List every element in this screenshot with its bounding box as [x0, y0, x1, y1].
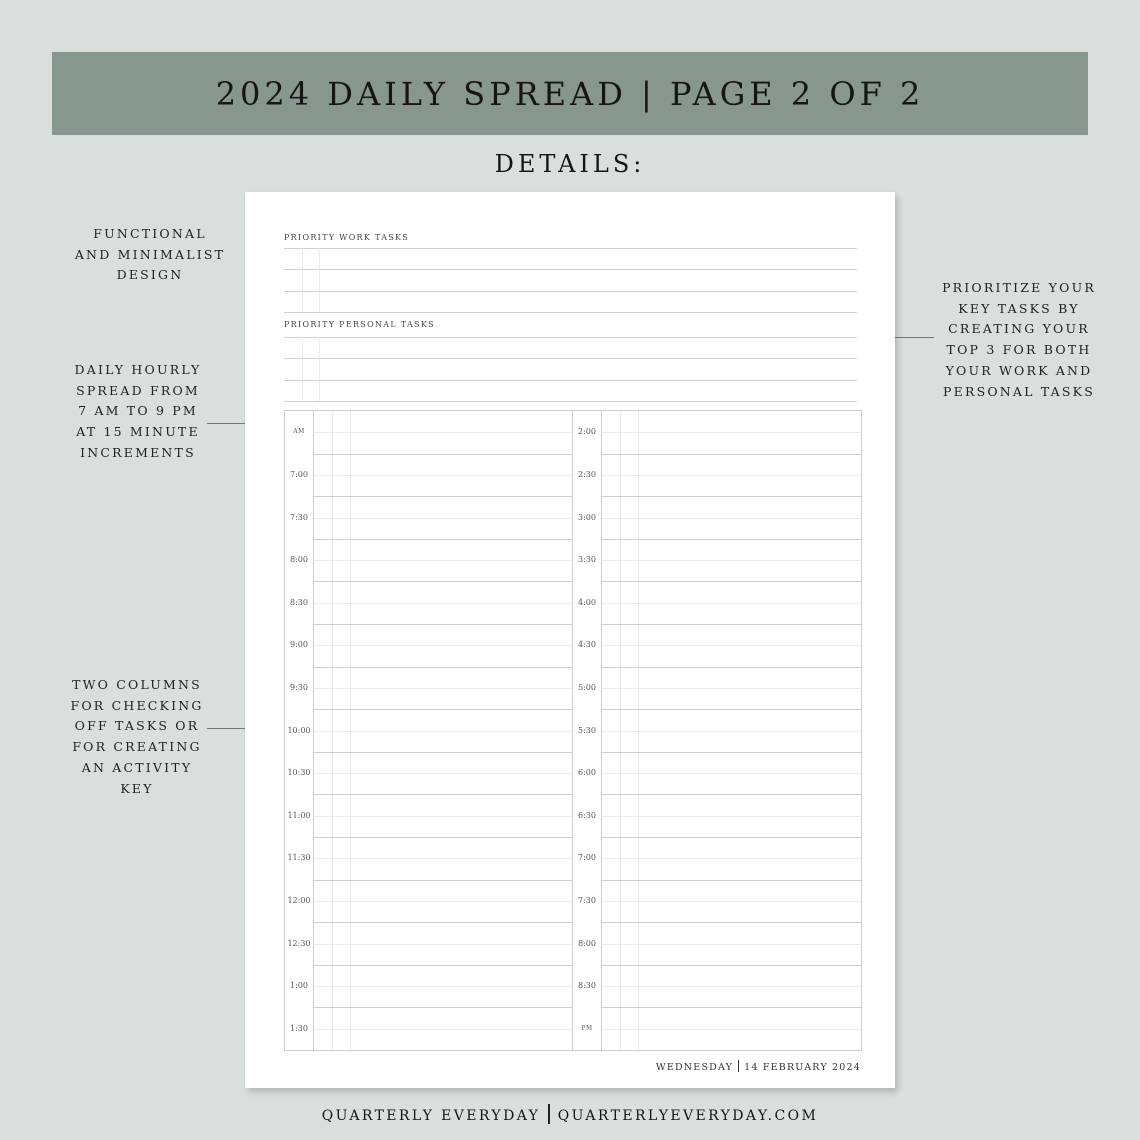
quarter-hour-line: [602, 518, 861, 519]
brand-name: QUARTERLY EVERYDAY: [321, 1108, 541, 1124]
time-label: 8:00: [290, 555, 308, 565]
half-hour-line: [314, 667, 573, 668]
time-label: 9:30: [290, 682, 308, 692]
half-hour-line: [602, 965, 861, 966]
quarter-hour-line: [602, 901, 861, 902]
time-label: 4:30: [578, 640, 596, 650]
half-hour-line: [314, 837, 573, 838]
planner-page: [245, 192, 895, 1088]
time-label: 7:30: [578, 895, 596, 905]
half-hour-line: [314, 496, 573, 497]
callout-columns: TWO COLUMNS FOR CHECKING OFF TASKS OR FOR CREATING AN ACTIVITY KEY: [70, 677, 204, 796]
time-column-left: [285, 411, 314, 1050]
half-hour-line: [314, 709, 573, 710]
time-column-right: [573, 411, 602, 1050]
time-label: 3:00: [578, 512, 596, 522]
quarter-hour-line: [314, 645, 573, 646]
time-label: 7:00: [578, 853, 596, 863]
quarter-hour-line: [602, 816, 861, 817]
quarter-hour-line: [602, 773, 861, 774]
time-label: 8:00: [578, 938, 596, 948]
half-hour-line: [602, 880, 861, 881]
time-label: AM: [293, 428, 305, 436]
personal-tasks-block: [284, 337, 857, 403]
time-label: 1:00: [290, 981, 308, 991]
time-label: 3:30: [578, 555, 596, 565]
half-hour-line: [314, 965, 573, 966]
quarter-hour-line: [314, 731, 573, 732]
half-hour-line: [602, 581, 861, 582]
half-hour-line: [602, 922, 861, 923]
callout-hourly: DAILY HOURLY SPREAD FROM 7 AM TO 9 PM AT 15 MINUTE INCREMENTS: [74, 362, 202, 460]
quarter-hour-line: [602, 858, 861, 859]
quarter-hour-line: [314, 1029, 573, 1030]
quarter-hour-line: [314, 986, 573, 987]
quarter-hour-line: [602, 603, 861, 604]
half-hour-line: [602, 667, 861, 668]
time-label: 5:30: [578, 725, 596, 735]
time-label: 4:00: [578, 597, 596, 607]
callout-priority: PRIORITIZE YOUR KEY TASKS BY CREATING YOUR TOP 3 FOR BOTH YOUR WORK AND PERSONAL TASKS: [942, 280, 1096, 399]
quarter-hour-line: [602, 475, 861, 476]
quarter-hour-line: [602, 986, 861, 987]
work-tasks-block: [284, 248, 857, 314]
half-hour-line: [602, 752, 861, 753]
banner-title: 2024 DAILY SPREAD | PAGE 2 OF 2: [215, 74, 925, 113]
page-date: WEDNESDAY 14 FEBRUARY 2024: [655, 1062, 861, 1073]
half-hour-line: [314, 752, 573, 753]
time-label: PM: [581, 1024, 593, 1032]
time-label: 8:30: [578, 981, 596, 991]
time-label: 12:00: [287, 895, 311, 905]
quarter-hour-line: [602, 944, 861, 945]
time-label: 6:00: [578, 768, 596, 778]
quarter-hour-line: [314, 901, 573, 902]
time-label: 5:00: [578, 682, 596, 692]
time-label: 2:30: [578, 469, 596, 479]
half-hour-line: [602, 794, 861, 795]
quarter-hour-line: [314, 816, 573, 817]
half-hour-line: [314, 1007, 573, 1008]
half-hour-line: [602, 709, 861, 710]
half-hour-line: [314, 880, 573, 881]
time-label: 7:00: [290, 469, 308, 479]
half-hour-line: [314, 581, 573, 582]
time-label: 8:30: [290, 597, 308, 607]
time-label: 12:30: [287, 938, 311, 948]
quarter-hour-line: [314, 560, 573, 561]
time-label: 11:30: [287, 853, 311, 863]
time-label: 10:00: [287, 725, 311, 735]
half-hour-line: [314, 539, 573, 540]
site-url[interactable]: QUARTERLYEVERYDAY.COM: [557, 1108, 819, 1124]
half-hour-line: [602, 496, 861, 497]
half-hour-line: [602, 624, 861, 625]
half-hour-line: [602, 539, 861, 540]
half-hour-line: [602, 837, 861, 838]
quarter-hour-line: [314, 773, 573, 774]
half-hour-line: [314, 454, 573, 455]
time-label: 7:30: [290, 512, 308, 522]
half-hour-line: [602, 454, 861, 455]
title-banner: [52, 52, 1088, 135]
time-label: 10:30: [287, 768, 311, 778]
details-heading: DETAILS:: [494, 150, 646, 178]
work-tasks-label: PRIORITY WORK TASKS: [284, 233, 410, 242]
quarter-hour-line: [314, 518, 573, 519]
quarter-hour-line: [314, 603, 573, 604]
personal-tasks-label: PRIORITY PERSONAL TASKS: [284, 320, 435, 329]
half-hour-line: [314, 794, 573, 795]
quarter-hour-line: [602, 560, 861, 561]
quarter-hour-line: [602, 731, 861, 732]
quarter-hour-line: [602, 645, 861, 646]
hourly-schedule: [284, 410, 862, 1051]
half-hour-line: [314, 624, 573, 625]
quarter-hour-line: [314, 475, 573, 476]
time-label: 6:30: [578, 810, 596, 820]
quarter-hour-line: [314, 858, 573, 859]
quarter-hour-line: [602, 688, 861, 689]
half-hour-line: [314, 922, 573, 923]
time-label: 1:30: [290, 1023, 308, 1033]
quarter-hour-line: [314, 688, 573, 689]
column-divider: [572, 411, 573, 1050]
quarter-hour-line: [602, 432, 861, 433]
callout-design: FUNCTIONAL AND MINIMALIST DESIGN: [74, 226, 226, 283]
half-hour-line: [602, 1007, 861, 1008]
quarter-hour-line: [602, 1029, 861, 1030]
time-label: 11:00: [287, 810, 311, 820]
quarter-hour-line: [314, 944, 573, 945]
quarter-hour-line: [314, 432, 573, 433]
site-footer: [0, 1104, 1140, 1124]
time-label: 2:00: [578, 427, 596, 437]
time-label: 9:00: [290, 640, 308, 650]
